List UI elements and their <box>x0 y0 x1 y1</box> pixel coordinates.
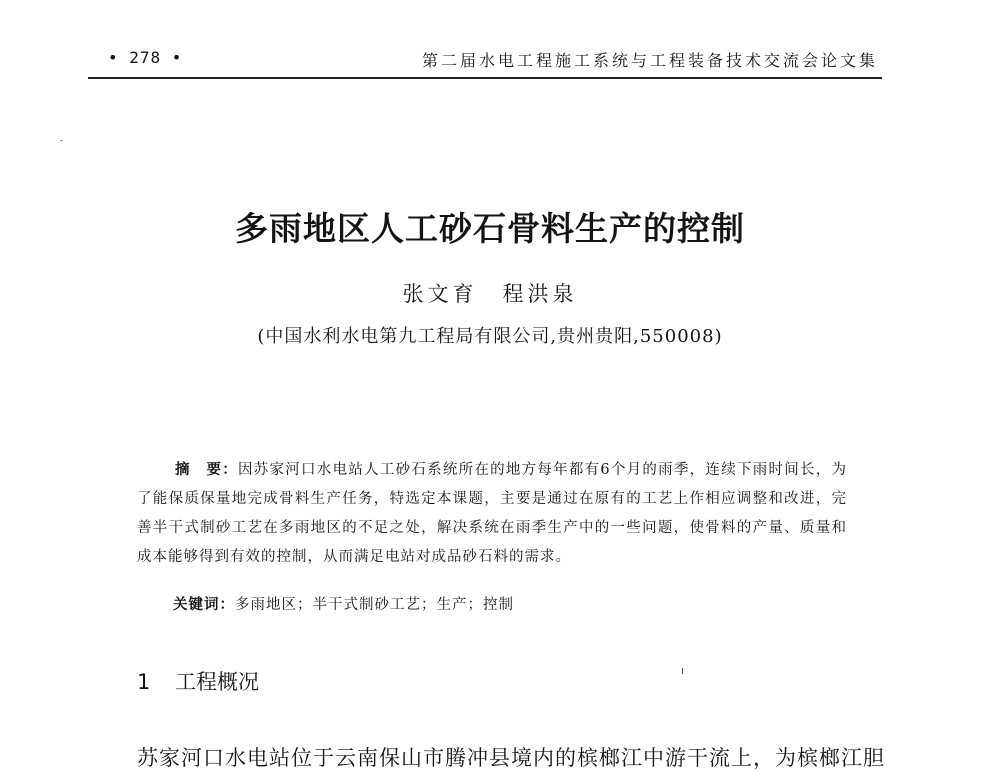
paper-title: 多雨地区人工砂石骨料生产的控制 <box>235 209 745 248</box>
abstract-text: 因苏家河口水电站人工砂石系统所在的地方每年都有6个月的雨季，连续下雨时间长，为了能保质保量地完成骨料生产任务，特选定本课题，主要是通过在原有的工艺上作相应调整和改进，完善半干式制砂工艺在多雨地区的不足之处，解决系统在雨季生产中的一些问题，使骨料的产量、质量和成本能够得到有效的控制，从而满足电站对成品砂石料的需求。 <box>137 462 847 565</box>
scan-speck <box>60 140 63 141</box>
abstract-label: 摘 要： <box>175 461 239 478</box>
authors: 张文育 程洪泉 <box>402 282 578 306</box>
section-number: 1 <box>137 670 151 694</box>
running-header <box>88 48 880 78</box>
section-heading <box>137 666 259 696</box>
section-title: 工程概况 <box>175 670 259 694</box>
abstract <box>137 455 847 572</box>
header-rule <box>88 77 882 79</box>
scan-speck <box>682 668 683 674</box>
affiliation: (中国水利水电第九工程局有限公司,贵州贵阳,550008) <box>257 326 723 347</box>
keywords-text: 多雨地区；半干式制砂工艺；生产；控制 <box>235 597 514 613</box>
body-text-line: 苏家河口水电站位于云南保山市腾冲县境内的槟榔江中游干流上，为槟榔江胆 <box>137 746 885 770</box>
page-number: • 278 • <box>108 48 183 67</box>
keywords <box>173 593 514 614</box>
keywords-label: 关键词： <box>173 596 235 613</box>
abstract-paragraph <box>137 455 847 572</box>
journal-title: 第二届水电工程施工系统与工程装备技术交流会论文集 <box>421 51 878 70</box>
